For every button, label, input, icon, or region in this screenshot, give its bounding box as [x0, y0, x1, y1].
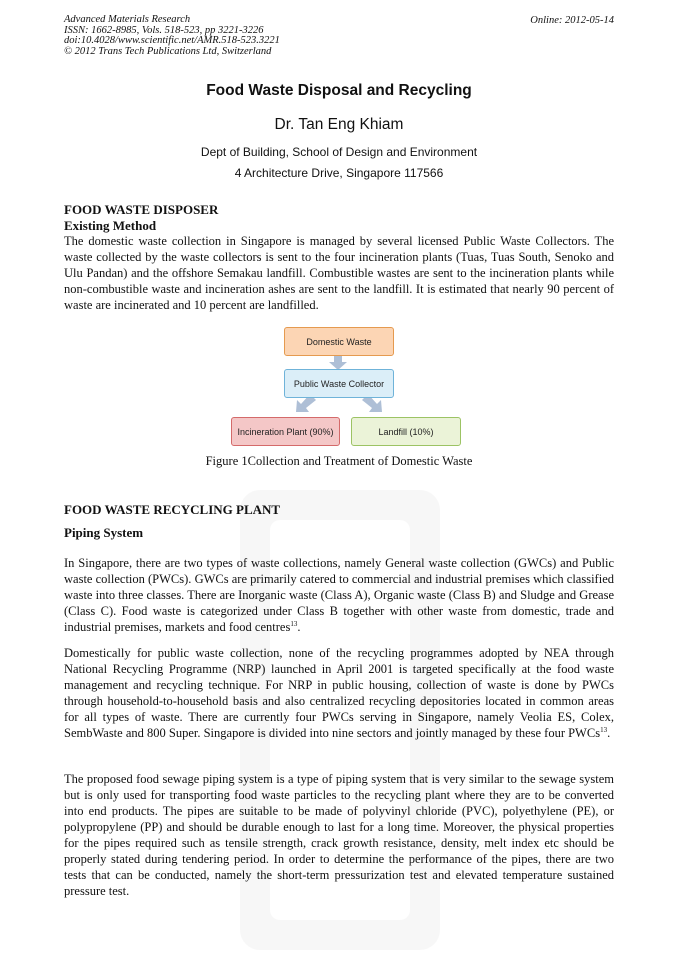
author-affiliation-department: Dept of Building, School of Design and Environment [200, 145, 478, 159]
author-affiliation-address: 4 Architecture Drive, Singapore 117566 [234, 166, 444, 180]
sentence-end: . [607, 726, 611, 740]
paragraph-piping-system: The proposed food sewage piping system is a type of piping system that is very similar to the sewage system but is only used for transporting food waste particles to the recycling plant where they are to be converted into end products. The pipes are suitable to be made of polyvinyl chloride (PVC), polyethylene (PE), or polypropylene (PP) and should be durable enough to last for a long time. Moreover, the physical properties for the pipes required such as tensile strength, crack growth resistance, density, melt index etc should be properly stated during tendering period. In order to determine the performance of the pipes, there are two tests that can be conducted, namely the short-term pressurization test and elevated temperature sustained pressure test. [64, 772, 614, 898]
citation-ref: 13 [290, 619, 298, 628]
online-date: Online: 2012-05-14 [530, 15, 614, 26]
paragraph-text: Domestically for public waste collection, none of the recycling programmes adopted by NEA through National Recycling Programme (NRP) launched in April 2001 is targeted specifically at the food waste management and recycling technique. For NRP in public housing, collection of waste is done by PWCs through household-to-household basis and also centralized recycling depositories located in common areas for all types of waste. There are currently four PWCs serving in Singapore, namely Veolia ES, Colex, SembWaste and 800 Super. Singapore is divided into nine sectors and jointly managed by these four PWCs [64, 646, 614, 740]
citation-ref: 13 [600, 725, 608, 734]
node-public-waste-collector: Public Waste Collector [284, 369, 394, 398]
subsection-heading-existing-method: Existing Method [64, 218, 157, 233]
paragraph-text: In Singapore, there are two types of waste collections, namely General waste collection (GWCs) and Public waste collection (PWCs). GWCs are primarily catered to commercial and industrial premises which classified waste into three classes. There are Inorganic waste (Class A), Organic waste (Class B) and Sludge and Grease (Class C). Food waste is categorized under Class B together with other waste from domestic, trade and industrial premises, markets and food centres [64, 556, 614, 634]
paragraph-public-collection [64, 645, 614, 741]
node-landfill: Landfill (10%) [351, 417, 461, 446]
section-heading-disposer: FOOD WASTE DISPOSER [64, 202, 219, 217]
journal-issn: ISSN: 1662-8985, Vols. 518-523, pp 3221-3226 [64, 24, 264, 36]
journal-copyright: © 2012 Trans Tech Publications Ltd, Switzerland [64, 45, 272, 57]
journal-name: Advanced Materials Research [64, 14, 191, 25]
paragraph-waste-collections [64, 555, 614, 635]
node-domestic-waste: Domestic Waste [284, 327, 394, 356]
figure-1-caption: Figure 1Collection and Treatment of Domestic Waste [205, 454, 473, 468]
section-heading-recycling-plant: FOOD WASTE RECYCLING PLANT [64, 502, 281, 517]
sentence-end: . [297, 620, 301, 634]
paper-author: Dr. Tan Eng Khiam [274, 116, 404, 133]
node-incineration-plant: Incineration Plant (90%) [231, 417, 340, 446]
journal-doi: doi:10.4028/www.scientific.net/AMR.518-523.3221 [64, 35, 280, 46]
paragraph-existing-method: The domestic waste collection in Singapore is managed by several licensed Public Waste Collectors. The waste collected by the waste collectors is sent to the four incineration plants (Tuas, Tuas South, Senoko and Ulu Pandan) and the offshore Semakau landfill. Combustible wastes are sent to the incineration plants while non-combustible waste and incineration ashes are sent to the landfill. It is estimated that nearly 90 percent of waste are incinerated and 10 percent are landfilled. [64, 234, 614, 312]
arrow-domestic-to-collector [329, 356, 347, 370]
journal-metadata [64, 15, 280, 57]
subsection-heading-piping-system: Piping System [64, 525, 144, 540]
paper-title: Food Waste Disposal and Recycling [206, 82, 472, 99]
figure-1-flowchart [0, 320, 678, 450]
